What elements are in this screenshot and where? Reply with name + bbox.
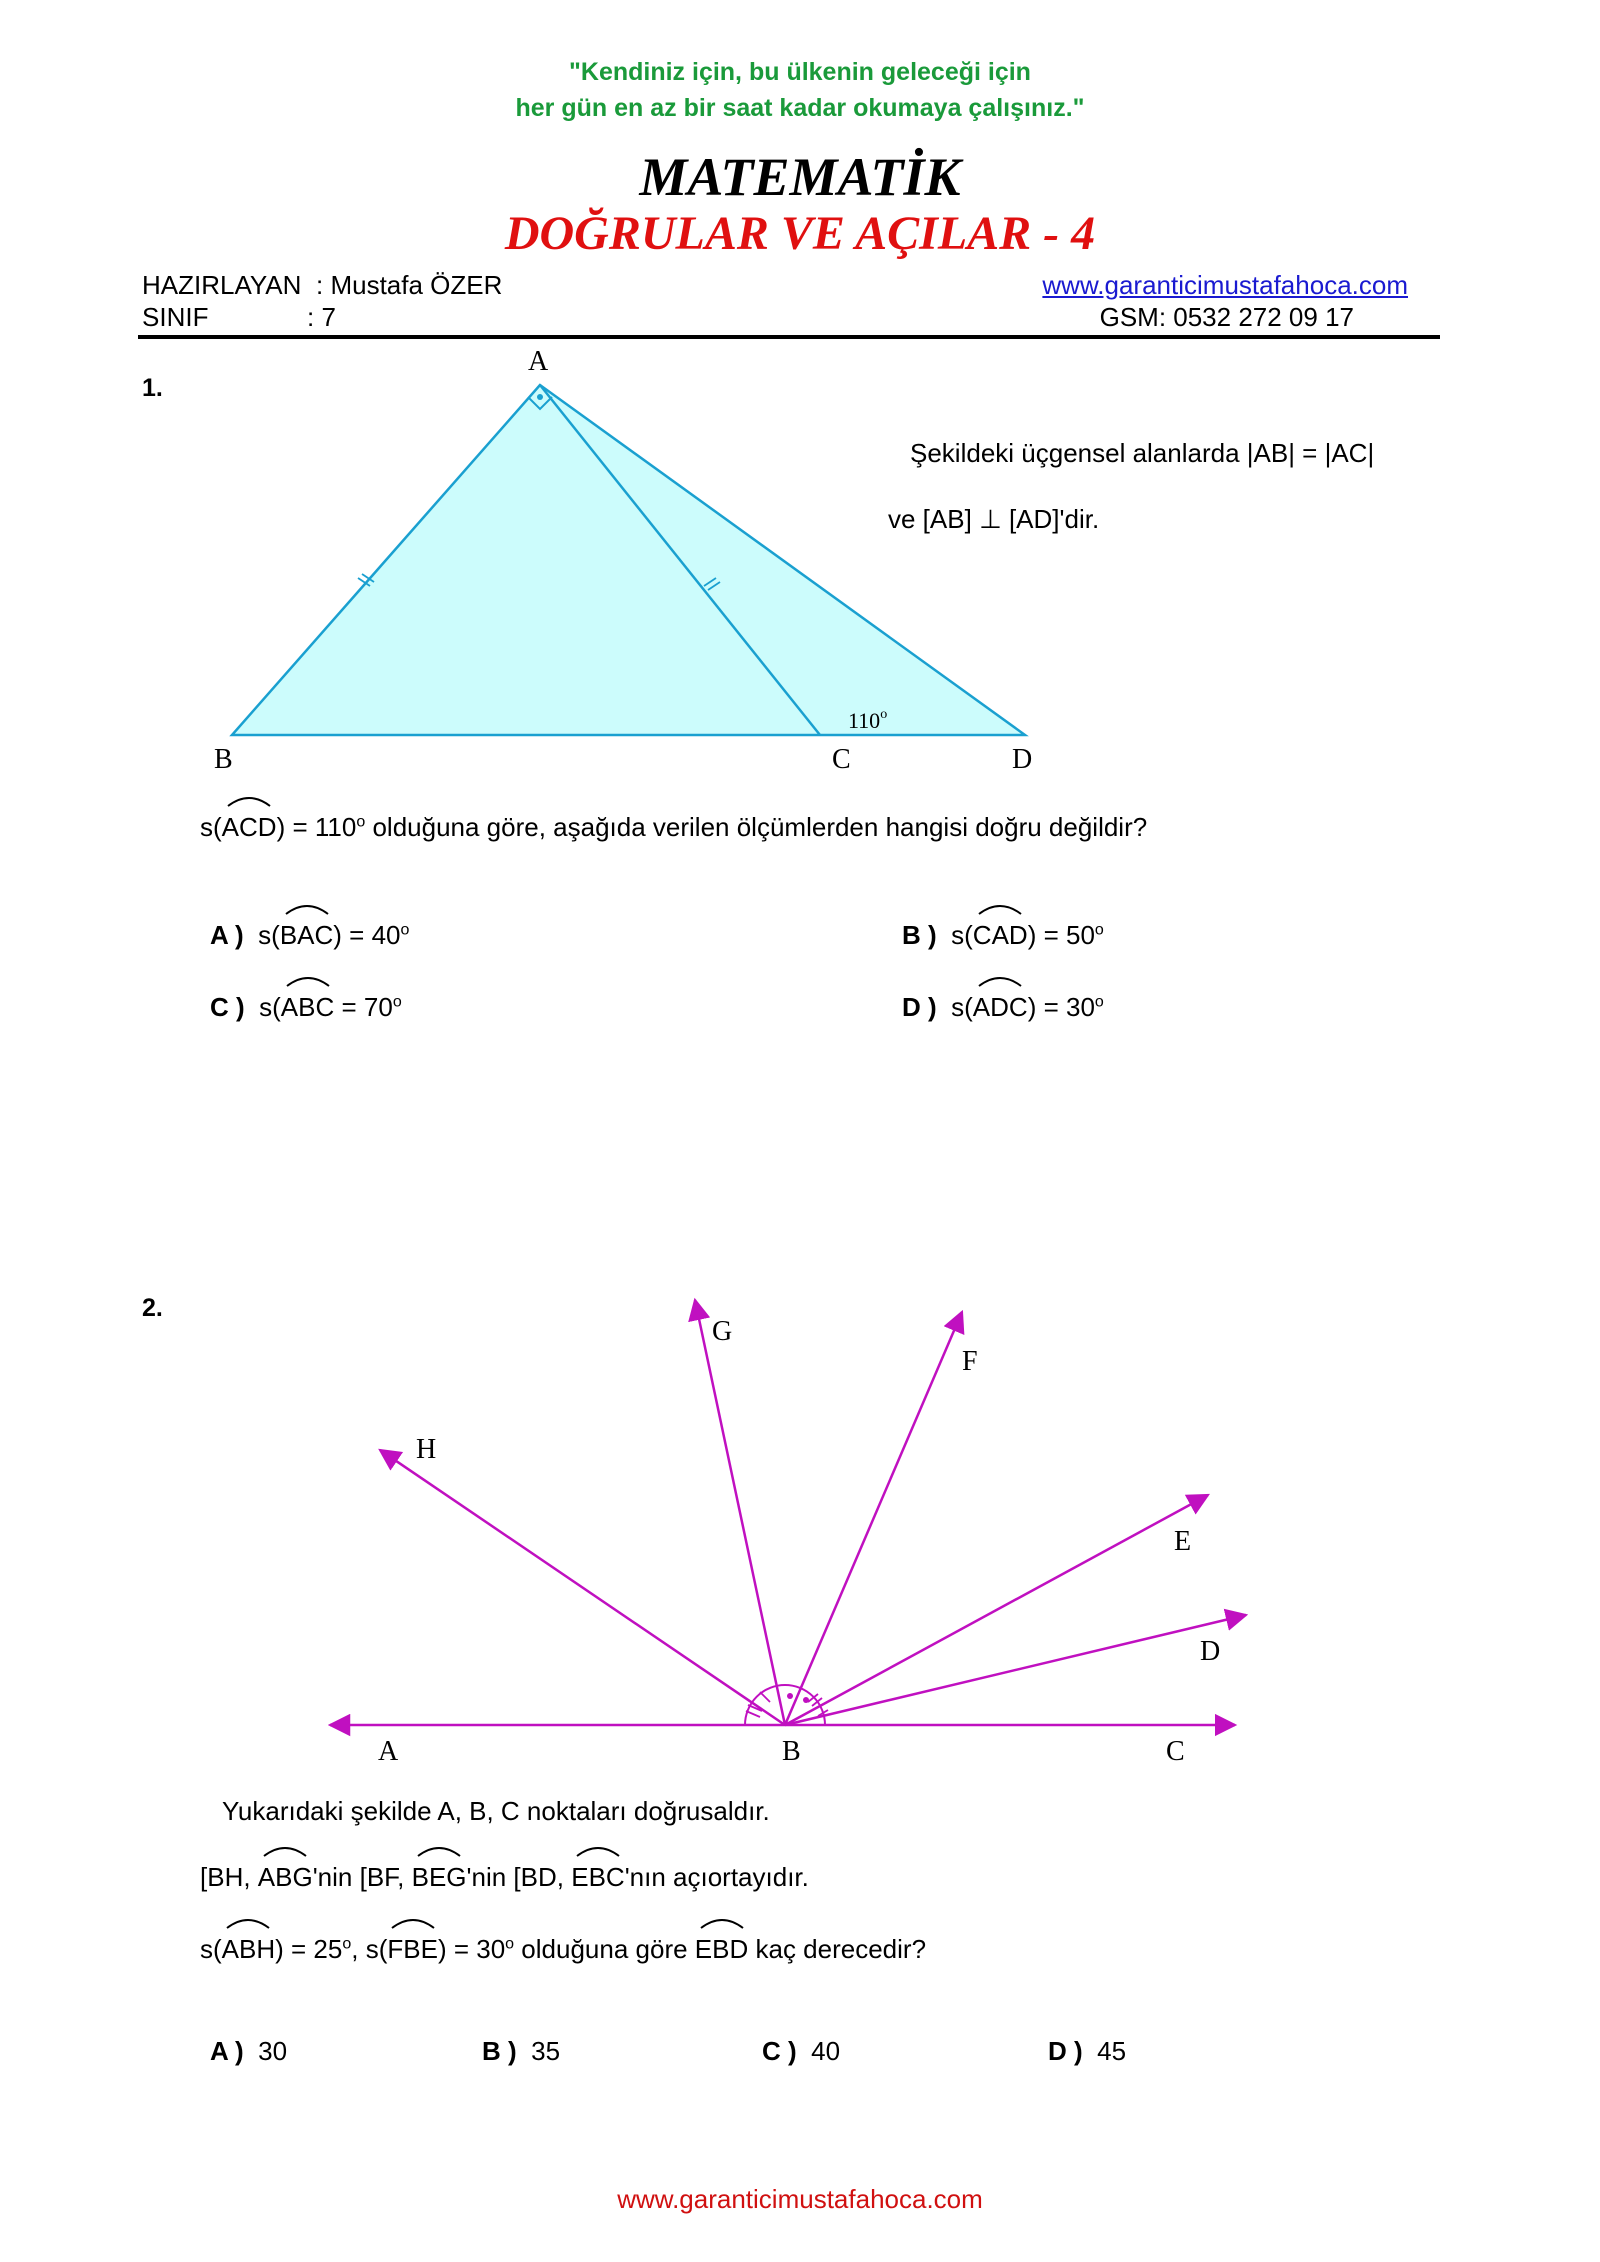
angle-arc-icon	[225, 1914, 271, 1930]
question-1-number: 1.	[142, 374, 163, 402]
label-g: G	[712, 1316, 733, 1347]
gsm-number: GSM: 0532 272 09 17	[1099, 302, 1354, 332]
ray-bd	[785, 1615, 1246, 1725]
q1-option-a[interactable]: A ) s( $BAC) = 40^o$	[210, 920, 409, 951]
angle-dot	[803, 1697, 809, 1703]
tick-mark	[760, 1692, 770, 1702]
angle-arc-icon	[977, 972, 1023, 988]
rays-figure	[0, 1270, 1600, 1790]
q2-option-d[interactable]: D ) 45	[1048, 2036, 1127, 2066]
footer-website[interactable]: www.garanticimustafahoca.com	[617, 2184, 983, 2214]
ray-bg	[695, 1300, 785, 1725]
motto-line-1: "Kendiniz için, bu ülkenin geleceği için	[569, 58, 1031, 86]
angle-arc-icon	[226, 792, 272, 808]
label-e: E	[1174, 1526, 1192, 1557]
q1-option-c[interactable]: C ) s( ABC = $70^o$	[210, 992, 402, 1023]
angle-arc-icon	[699, 1914, 745, 1930]
q2-line-3: s( $ABH) = 25^o$, s( $FBE) = 30^o$ olduğuna göre EBD kaç derecedir?	[200, 1934, 926, 1965]
q2-option-b[interactable]: B ) 35	[482, 2036, 561, 2066]
angle-dot	[787, 1693, 793, 1699]
label-a: A	[528, 346, 549, 377]
ray-be	[785, 1495, 1208, 1725]
angle-value: 110$^o$	[848, 707, 888, 733]
q1-option-d[interactable]: D ) s( $ADC) = 30^o$	[902, 992, 1104, 1023]
angle-arc-icon	[284, 900, 330, 916]
perpendicular-icon: ⊥	[979, 504, 1002, 534]
angle-degree: o	[880, 707, 888, 722]
q1-statement-line-2: ve [AB] ⊥ [AD]'dir.	[888, 504, 1100, 534]
q2-option-a[interactable]: A ) 30	[210, 2036, 288, 2066]
label-d: D	[1012, 744, 1033, 775]
class-label: SINIF	[142, 302, 209, 332]
class-value: : 7	[307, 302, 336, 332]
label-c: C	[1166, 1736, 1185, 1767]
website-link[interactable]: www.garanticimustafahoca.com	[1042, 270, 1408, 300]
right-angle-dot	[537, 394, 543, 400]
q1-option-b[interactable]: B ) s( $CAD) = 50^o$	[902, 920, 1104, 951]
label-f: F	[962, 1346, 978, 1377]
prepared-by-label: HAZIRLAYAN	[142, 270, 302, 300]
angle-arc-icon	[285, 972, 331, 988]
ray-bf	[785, 1312, 962, 1725]
q1-question-text: s( $ACD) = 110^o$ olduğuna göre, aşağıda verilen ölçümlerden hangisi doğru değildir?	[200, 812, 1147, 843]
label-d: D	[1200, 1636, 1221, 1667]
angle-arc-icon	[575, 1842, 621, 1858]
label-a: A	[378, 1736, 399, 1767]
label-b: B	[782, 1736, 801, 1767]
q2-option-c[interactable]: C ) 40	[762, 2036, 841, 2066]
angle-arc-icon	[390, 1914, 436, 1930]
triangle-figure	[0, 340, 1600, 780]
header-divider	[138, 335, 1440, 339]
q1-statement-line-1: Şekildeki üçgensel alanlarda |AB| = |AC|	[910, 438, 1375, 468]
q2-line-2: [BH, ABG'nin [BF, BEG'nin [BD, EBC'nın açıortayıdır.	[200, 1862, 809, 1893]
angle-arc-icon	[262, 1842, 308, 1858]
triangle-area	[232, 385, 1025, 735]
prepared-by-value: : Mustafa ÖZER	[316, 270, 503, 300]
label-b: B	[214, 744, 233, 775]
motto-line-2: her gün en az bir saat kadar okumaya çalışınız."	[515, 94, 1085, 122]
angle-arc-icon	[977, 900, 1023, 916]
label-c: C	[832, 744, 851, 775]
q2-line-1: Yukarıdaki şekilde A, B, C noktaları doğrusaldır.	[222, 1796, 770, 1826]
label-h: H	[416, 1434, 437, 1465]
page-title: MATEMATİK	[639, 147, 961, 207]
ray-bh	[380, 1450, 785, 1725]
page-subtitle: DOĞRULAR VE AÇILAR - 4	[504, 207, 1096, 260]
angle-arc-icon	[416, 1842, 462, 1858]
question-2-number: 2.	[142, 1294, 163, 1322]
tick-mark	[746, 1711, 760, 1717]
